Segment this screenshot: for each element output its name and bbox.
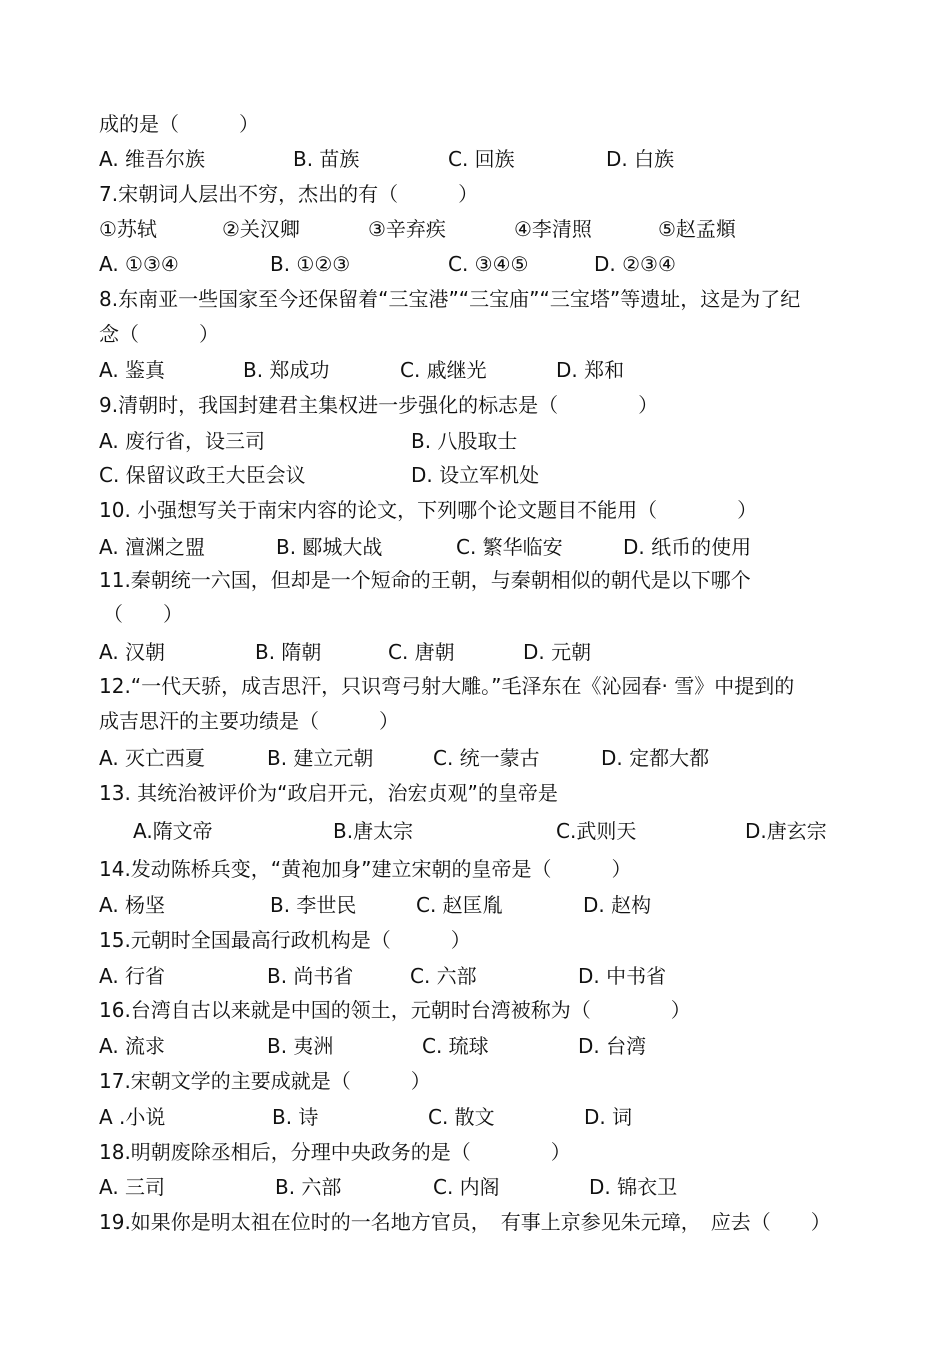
q7-option-b: B. ①②③ — [270, 252, 351, 276]
q11-option-a: A. 汉朝 — [99, 640, 166, 664]
q11-option-d: D. 元朝 — [523, 640, 592, 664]
q8-option-c: C. 戚继光 — [400, 358, 487, 382]
q7-option-d: D. ②③④ — [594, 252, 676, 276]
q12-option-b: B. 建立元朝 — [267, 746, 374, 770]
q13-stem: 13. 其统治被评价为“政启开元，治宏贞观”的皇帝是 — [99, 781, 558, 805]
q15-option-c: C. 六部 — [410, 964, 477, 988]
q8-stem-continuation: 念（ ） — [99, 322, 219, 346]
q7-item-2: ②关汉卿 — [222, 217, 300, 241]
q15-option-b: B. 尚书省 — [267, 964, 354, 988]
q7-item-4: ④李清照 — [514, 217, 592, 241]
q10-option-c: C. 繁华临安 — [456, 535, 563, 559]
q16-stem: 16.台湾自古以来就是中国的领土，元朝时台湾被称为（ ） — [99, 998, 691, 1022]
q16-option-b: B. 夷洲 — [267, 1034, 334, 1058]
q14-stem: 14.发动陈桥兵变，“黄袍加身”建立宋朝的皇帝是（ ） — [99, 857, 632, 881]
q8-stem: 8.东南亚一些国家至今还保留着“三宝港”“三宝庙”“三宝塔”等遗址，这是为了纪 — [99, 287, 801, 311]
q12-option-c: C. 统一蒙古 — [433, 746, 540, 770]
q6-option-a: A. 维吾尔族 — [99, 147, 206, 171]
q11-stem: 11.秦朝统一六国，但却是一个短命的王朝，与秦朝相似的朝代是以下哪个 — [99, 568, 751, 592]
q17-option-b: B. 诗 — [272, 1105, 319, 1129]
q12-stem-continuation: 成吉思汗的主要功绩是（ ） — [99, 709, 399, 733]
q8-option-b: B. 郑成功 — [243, 358, 330, 382]
q13-option-b: B.唐太宗 — [333, 819, 414, 843]
q9-option-d: D. 设立军机处 — [411, 463, 540, 487]
q15-option-d: D. 中书省 — [578, 964, 667, 988]
q7-stem: 7.宋朝词人层出不穷，杰出的有（ ） — [99, 182, 479, 206]
q6-stem-continuation: 成的是（ ） — [99, 112, 259, 136]
q14-option-d: D. 赵构 — [583, 893, 652, 917]
q6-option-d: D. 白族 — [606, 147, 675, 171]
q7-item-5: ⑤赵孟頫 — [658, 217, 736, 241]
q14-option-a: A. 杨坚 — [99, 893, 166, 917]
q6-option-b: B. 苗族 — [293, 147, 360, 171]
q10-option-d: D. 纸币的使用 — [623, 535, 752, 559]
q6-option-c: C. 回族 — [448, 147, 515, 171]
q8-option-a: A. 鉴真 — [99, 358, 166, 382]
q10-option-a: A. 澶渊之盟 — [99, 535, 206, 559]
q9-option-b: B. 八股取士 — [411, 429, 518, 453]
q13-option-d: D.唐玄宗 — [745, 819, 827, 843]
q10-option-b: B. 郾城大战 — [276, 535, 383, 559]
q12-option-d: D. 定都大都 — [601, 746, 710, 770]
q9-stem: 9.清朝时，我国封建君主集权进一步强化的标志是（ ） — [99, 393, 659, 417]
q16-option-d: D. 台湾 — [578, 1034, 647, 1058]
q11-option-b: B. 隋朝 — [255, 640, 322, 664]
q12-option-a: A. 灭亡西夏 — [99, 746, 206, 770]
q12-stem: 12.“一代天骄，成吉思汗，只识弯弓射大雕。”毛泽东在《沁园春· 雪》中提到的 — [99, 674, 795, 698]
q11-stem-continuation: （ ） — [103, 602, 183, 626]
q14-option-b: B. 李世民 — [270, 893, 357, 917]
q17-option-a: A .小说 — [99, 1105, 166, 1129]
q18-stem: 18.明朝废除丞相后，分理中央政务的是（ ） — [99, 1140, 571, 1164]
q15-option-a: A. 行省 — [99, 964, 166, 988]
q7-option-c: C. ③④⑤ — [448, 252, 529, 276]
q9-option-c: C. 保留议政王大臣会议 — [99, 463, 306, 487]
q7-item-1: ①苏轼 — [99, 217, 157, 241]
q7-item-3: ③辛弃疾 — [368, 217, 446, 241]
q15-stem: 15.元朝时全国最高行政机构是（ ） — [99, 928, 471, 952]
q11-option-c: C. 唐朝 — [388, 640, 455, 664]
q17-option-c: C. 散文 — [428, 1105, 495, 1129]
q16-option-a: A. 流求 — [99, 1034, 166, 1058]
q17-stem: 17.宋朝文学的主要成就是（ ） — [99, 1069, 431, 1093]
q19-stem: 19.如果你是明太祖在位时的一名地方官员， 有事上京参见朱元璋， 应去（ ） — [99, 1210, 831, 1234]
q18-option-b: B. 六部 — [275, 1175, 342, 1199]
q14-option-c: C. 赵匡胤 — [416, 893, 503, 917]
q7-option-a: A. ①③④ — [99, 252, 179, 276]
q8-option-d: D. 郑和 — [556, 358, 625, 382]
q18-option-c: C. 内阁 — [433, 1175, 500, 1199]
q18-option-d: D. 锦衣卫 — [589, 1175, 678, 1199]
q17-option-d: D. 词 — [584, 1105, 633, 1129]
q16-option-c: C. 琉球 — [422, 1034, 489, 1058]
q9-option-a: A. 废行省，设三司 — [99, 429, 266, 453]
q18-option-a: A. 三司 — [99, 1175, 166, 1199]
q13-option-a: A.隋文帝 — [133, 819, 213, 843]
q13-option-c: C.武则天 — [556, 819, 637, 843]
q10-stem: 10. 小强想写关于南宋内容的论文，下列哪个论文题目不能用（ ） — [99, 498, 758, 522]
